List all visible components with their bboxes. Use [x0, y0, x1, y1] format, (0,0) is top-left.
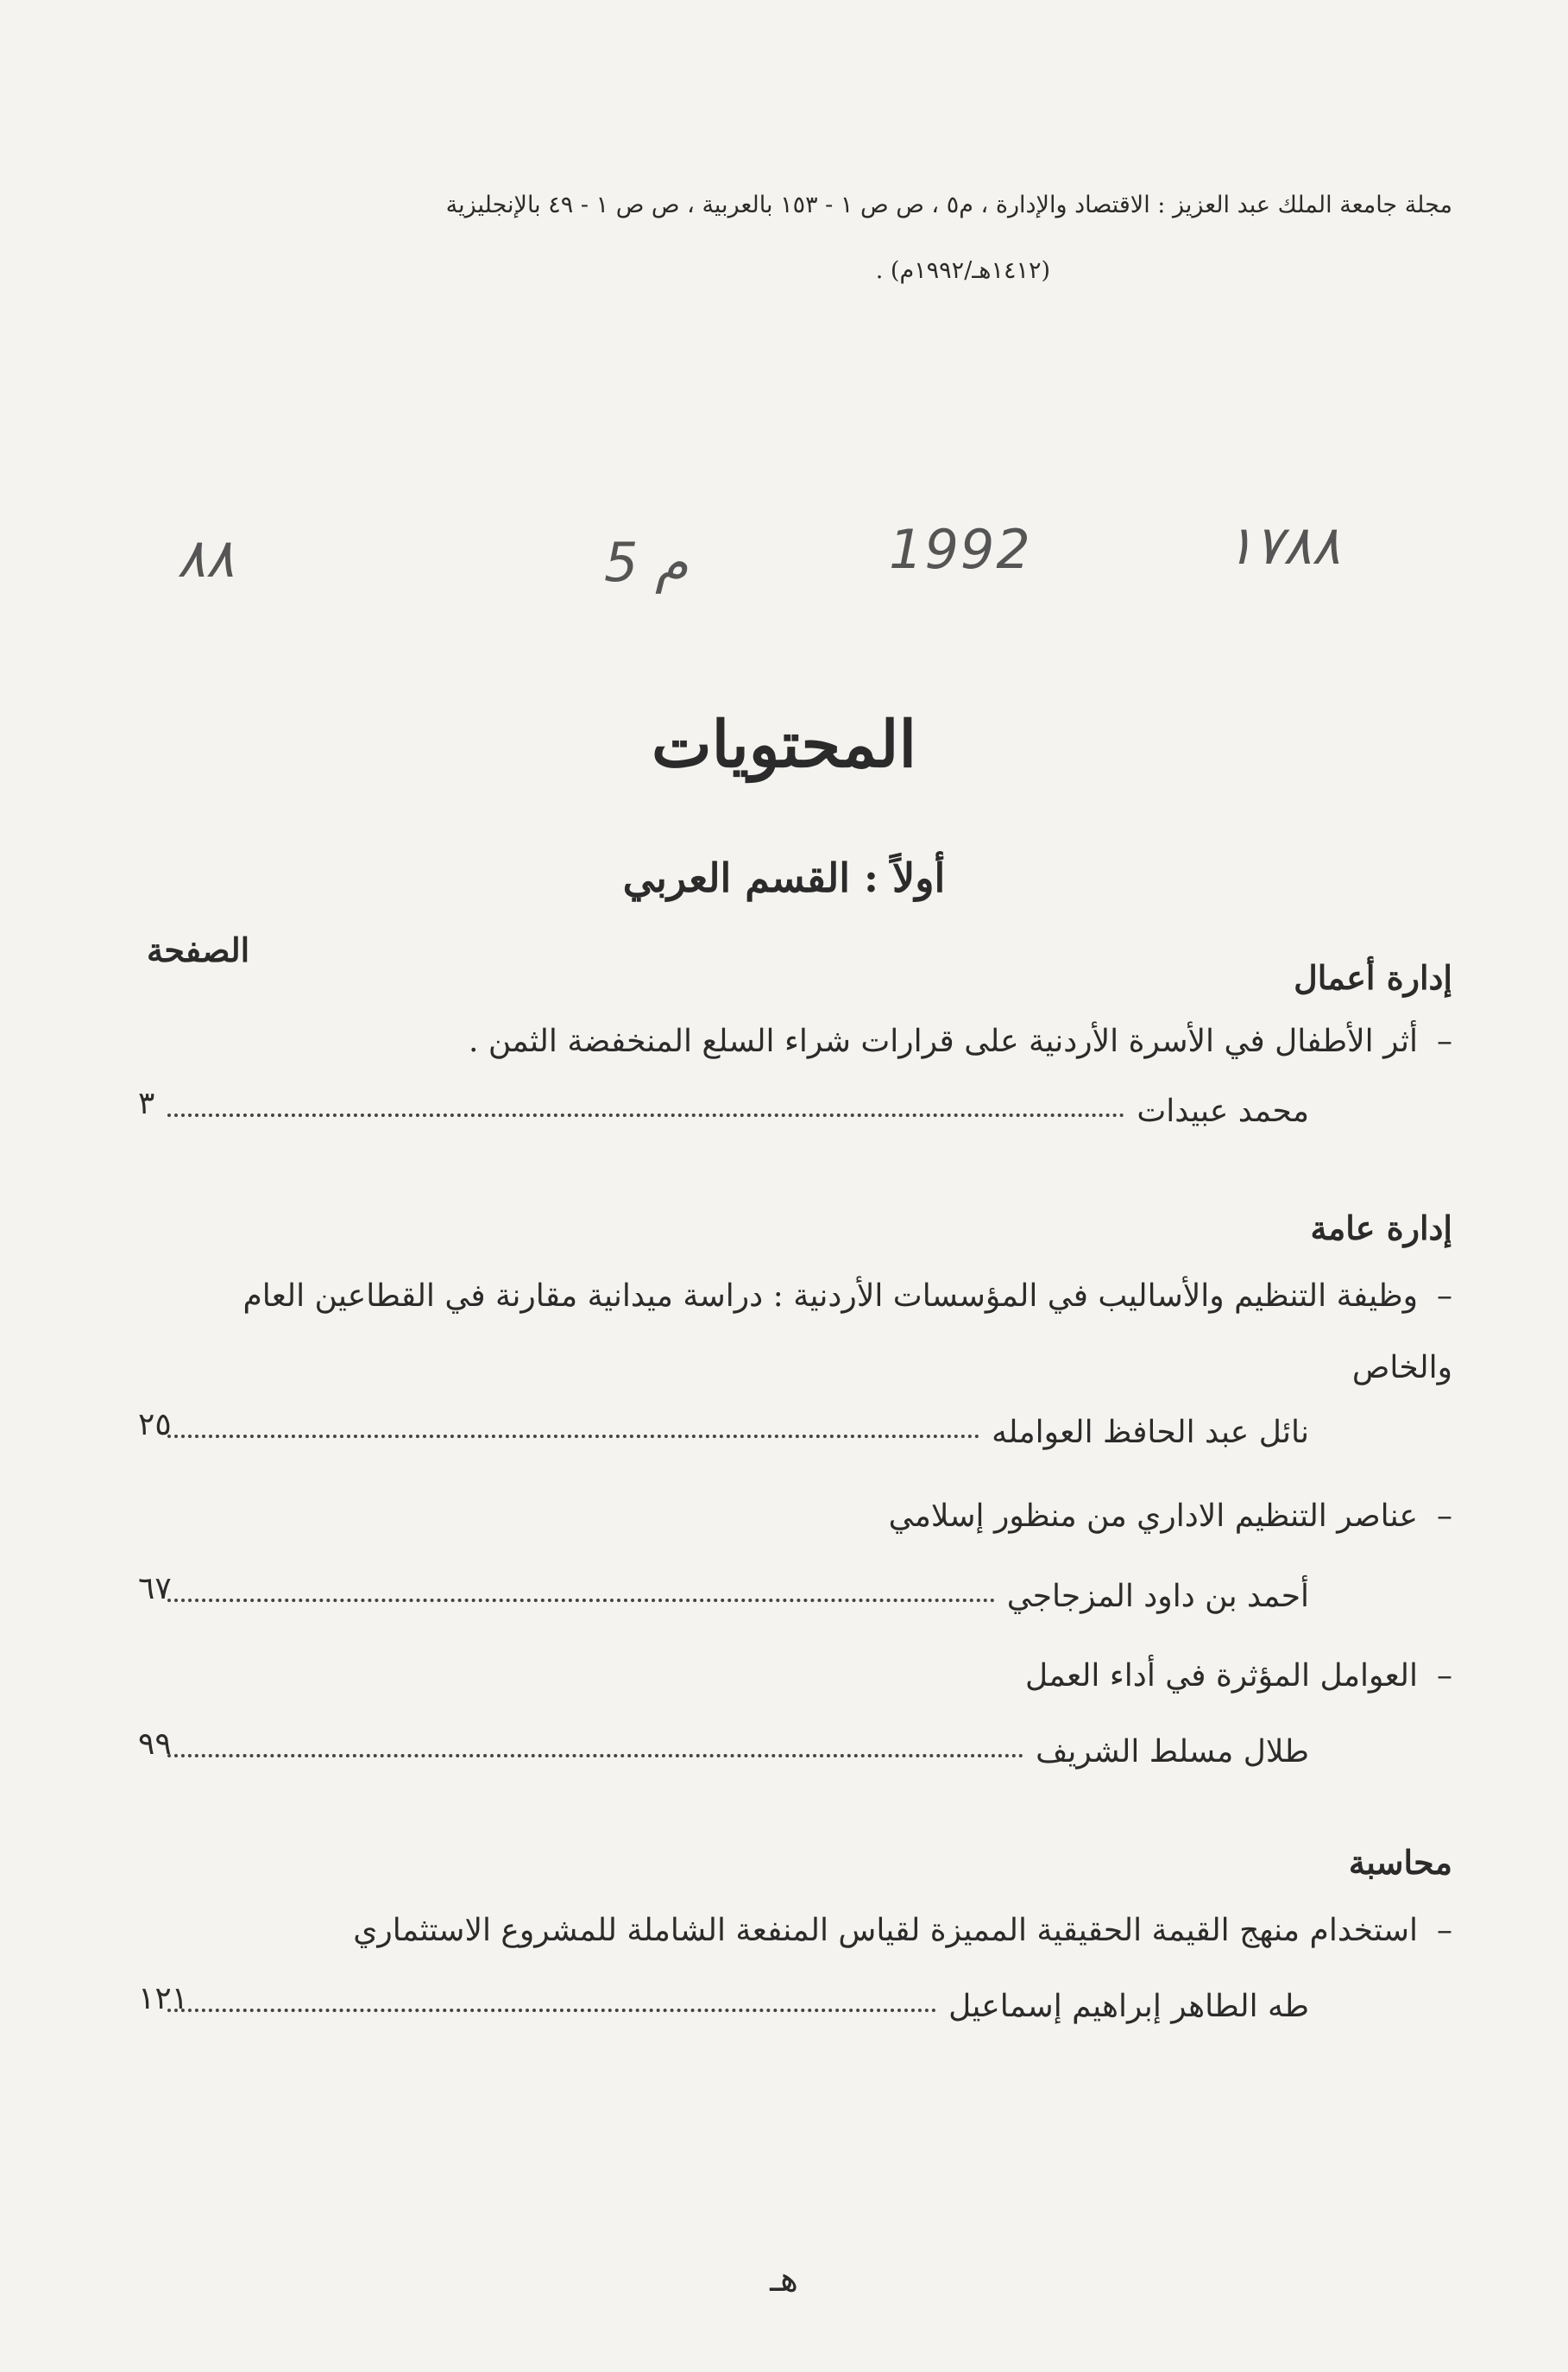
journal-citation-line-2: (١٤١٢هـ/١٩٩٢م) . [875, 257, 1050, 284]
entry-title-line: استخدام منهج القيمة الحقيقية المميزة لقياس المنفعة الشاملة للمشروع الاستثماري [353, 1913, 1418, 1948]
leader-dots [167, 1599, 995, 1602]
entry-page-number: ١٢١ [138, 1981, 189, 2016]
entry-author: أحمد بن داود المزجاجي [1006, 1579, 1309, 1614]
entry-dash: – [1437, 1278, 1452, 1314]
handwritten-year: 1992 [889, 518, 1032, 581]
leader-dots [167, 1113, 1124, 1117]
entry-page-number: ٩٩ [138, 1726, 172, 1762]
entry-page-number: ٦٧ [138, 1571, 172, 1606]
page-column-label: الصفحة [147, 931, 250, 969]
toc-entry-title [106, 1489, 1452, 1544]
toc-entry-title [106, 1903, 1452, 1959]
toc-entry-author-row [155, 1398, 1309, 1450]
entry-dash: – [1437, 1913, 1452, 1948]
page-title: المحتويات [651, 708, 917, 782]
toc-entry-title-continued: والخاص [1351, 1350, 1452, 1385]
toc-entry-title [106, 1269, 1452, 1324]
entry-author: نائل عبد الحافظ العوامله [992, 1415, 1309, 1450]
toc-entry-author-row [155, 1972, 1309, 2024]
section-subtitle: أولاً : القسم العربي [622, 855, 946, 901]
toc-entry-author-row [155, 1718, 1309, 1770]
handwritten-code: ٨٨ [177, 527, 235, 590]
entry-title-line: العوامل المؤثرة في أداء العمل [1025, 1658, 1418, 1694]
leader-dots [167, 2009, 936, 2012]
footer-page-mark: هـ [770, 2260, 798, 2299]
entry-author: طلال مسلط الشريف [1036, 1734, 1309, 1770]
toc-entry-author-row [155, 1077, 1309, 1129]
entry-author: طه الطاهر إبراهيم إسماعيل [948, 1989, 1309, 2024]
handwritten-volume: م 5 [604, 531, 689, 594]
leader-dots [167, 1435, 979, 1438]
entry-title-line: أثر الأطفال في الأسرة الأردنية على قرارات شراء السلع المنخفضة الثمن . [468, 1024, 1418, 1059]
entry-page-number: ٣ [138, 1086, 155, 1121]
entry-author: محمد عبيدات [1137, 1094, 1309, 1129]
toc-entry-author-row [155, 1562, 1309, 1614]
entry-dash: – [1437, 1024, 1452, 1059]
section-heading-accounting: محاسبة [1348, 1843, 1452, 1882]
handwritten-number: ١٧٨٨ [1225, 514, 1341, 577]
section-heading-business-admin: إدارة أعمال [1294, 958, 1452, 997]
entry-title-line: عناصر التنظيم الاداري من منظور إسلامي [888, 1498, 1418, 1534]
entry-dash: – [1437, 1658, 1452, 1694]
toc-entry-title [106, 1649, 1452, 1704]
leader-dots [167, 1754, 1023, 1757]
entry-dash: – [1437, 1498, 1452, 1534]
toc-entry-title [106, 1014, 1452, 1069]
entry-title-line: وظيفة التنظيم والأساليب في المؤسسات الأردنية : دراسة ميدانية مقارنة في القطاعين العام [242, 1278, 1418, 1314]
section-heading-public-admin: إدارة عامة [1310, 1208, 1452, 1247]
journal-citation-line-1: مجلة جامعة الملك عبد العزيز : الاقتصاد والإدارة ، م٥ ، ص ص ١ - ١٥٣ بالعربية ، ص ص ١ - ٤٩ بالإنجليزية [445, 192, 1452, 218]
entry-page-number: ٢٥ [138, 1407, 172, 1442]
